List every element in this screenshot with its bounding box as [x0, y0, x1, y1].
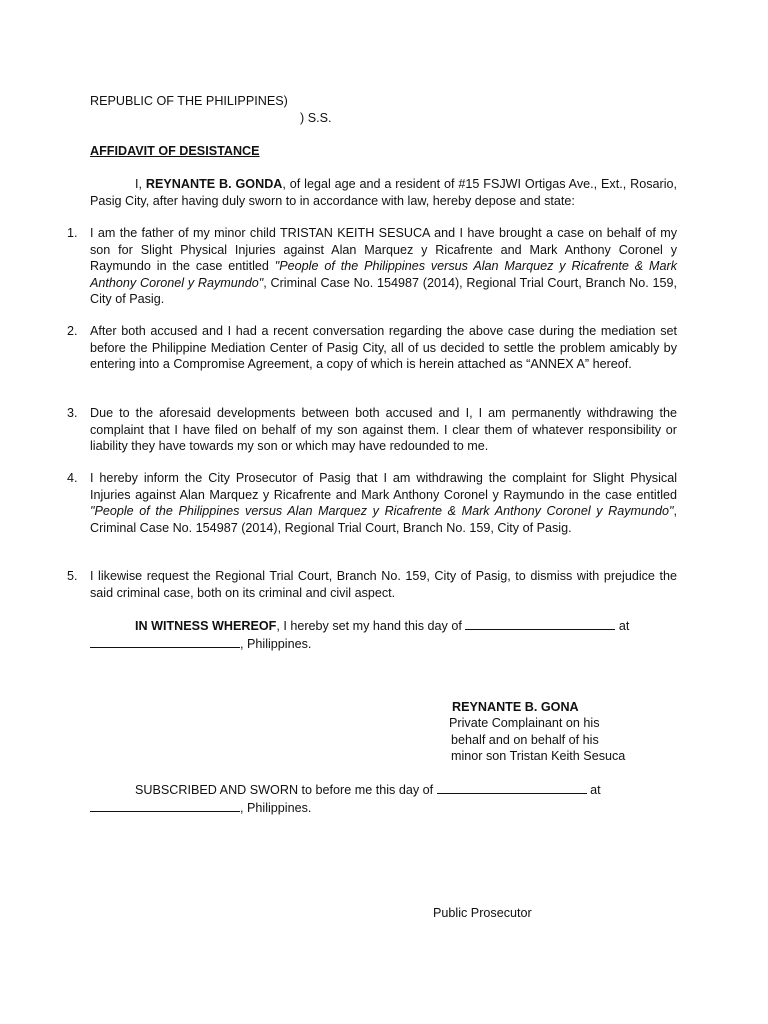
- list-item: [90, 225, 677, 308]
- item-text: , Criminal Case No. 154987 (2014), Regional Trial Court, Branch No. 159, City of Pasig.: [90, 504, 677, 535]
- jurat-at: at: [590, 783, 601, 797]
- date-blank[interactable]: [465, 617, 615, 630]
- signatory-desc-line: minor son Tristan Keith Sesuca: [451, 749, 626, 763]
- item-number: 1.: [67, 226, 78, 240]
- case-title: "People of the Philippines versus Alan Marquez y Ricafrente & Mark Anthony Coronel y Raymundo": [90, 504, 674, 518]
- item-number: 4.: [67, 471, 78, 485]
- item-text: I am the father of my minor child TRISTAN KEITH SESUCA and I have brought a case on behalf of my son for Slight Physical Injuries against Alan Marquez y Ricafrente and Mark Anthony Coronel y Raymundo in the case entitled: [90, 226, 677, 273]
- witness-at: at: [618, 619, 630, 633]
- jurat-clause: [90, 781, 677, 816]
- date-blank[interactable]: [437, 781, 587, 794]
- affiant-name: REYNANTE B. GONDA: [145, 177, 283, 191]
- place-blank[interactable]: [90, 799, 240, 812]
- signatory-desc-line: behalf and on behalf of his: [451, 732, 599, 747]
- case-title: "People of the Philippines versus Alan Marquez y Ricafrente & Mark Anthony Coronel y Raymundo": [90, 259, 677, 290]
- list-item: [90, 405, 677, 455]
- witness-text: , I hereby set my hand this day of: [276, 619, 462, 633]
- header-republic: REPUBLIC OF THE PHILIPPINES): [90, 94, 288, 108]
- item-number: 2.: [67, 324, 78, 338]
- item-text: Due to the aforesaid developments between both accused and I, I am permanently withdrawing the complaint that I have filed on behalf of my son against them. I clear them of whatever responsibility or liability they have towards my son or which may have redounded to me.: [90, 406, 677, 453]
- item-text: , Criminal Case No. 154987 (2014), Regional Trial Court, Branch No. 159, City of Pasig.: [90, 275, 678, 306]
- intro-prefix: I,: [135, 177, 146, 191]
- place-blank[interactable]: [90, 635, 240, 648]
- item-text: After both accused and I had a recent conversation regarding the above case during the mediation set before the Philippine Mediation Center of Pasig City, all of us decided to settle the problem amicably by entering into a Compromise Agreement, a copy of which is herein attached as “ANNEX A” hereof.: [90, 324, 677, 371]
- signatory-name: REYNANTE B. GONA: [452, 700, 579, 714]
- jurat-text: SUBSCRIBED AND SWORN to before me this day of: [135, 783, 434, 797]
- witness-heading: IN WITNESS WHEREOF: [135, 619, 277, 633]
- list-item: [90, 568, 677, 601]
- jurat-suffix: , Philippines.: [240, 800, 312, 815]
- header-ss: ) S.S.: [300, 111, 332, 125]
- item-number: 5.: [67, 569, 78, 583]
- intro-paragraph: [90, 176, 677, 209]
- witness-clause: [90, 617, 677, 652]
- item-number: 3.: [67, 406, 78, 420]
- intro-text: , of legal age and a resident of #15 FSJWI Ortigas Ave., Ext., Rosario, Pasig City, after having duly sworn to in accordance with law, hereby depose and state:: [90, 177, 677, 208]
- item-text: I likewise request the Regional Trial Court, Branch No. 159, City of Pasig, to dismiss with prejudice the said criminal case, both on its criminal and civil aspect.: [90, 569, 677, 600]
- witness-suffix: , Philippines.: [240, 636, 312, 651]
- list-item: [90, 323, 677, 373]
- document-title: AFFIDAVIT OF DESISTANCE: [90, 144, 260, 158]
- public-prosecutor-label: Public Prosecutor: [433, 906, 532, 920]
- item-text: I hereby inform the City Prosecutor of Pasig that I am withdrawing the complaint for Slight Physical Injuries against Alan Marquez y Ricafrente and Mark Anthony Coronel y Raymundo in the case entitled: [90, 471, 677, 502]
- signatory-desc-line: Private Complainant on his: [449, 716, 600, 730]
- list-item: [90, 470, 677, 536]
- signatory-description: [449, 715, 625, 765]
